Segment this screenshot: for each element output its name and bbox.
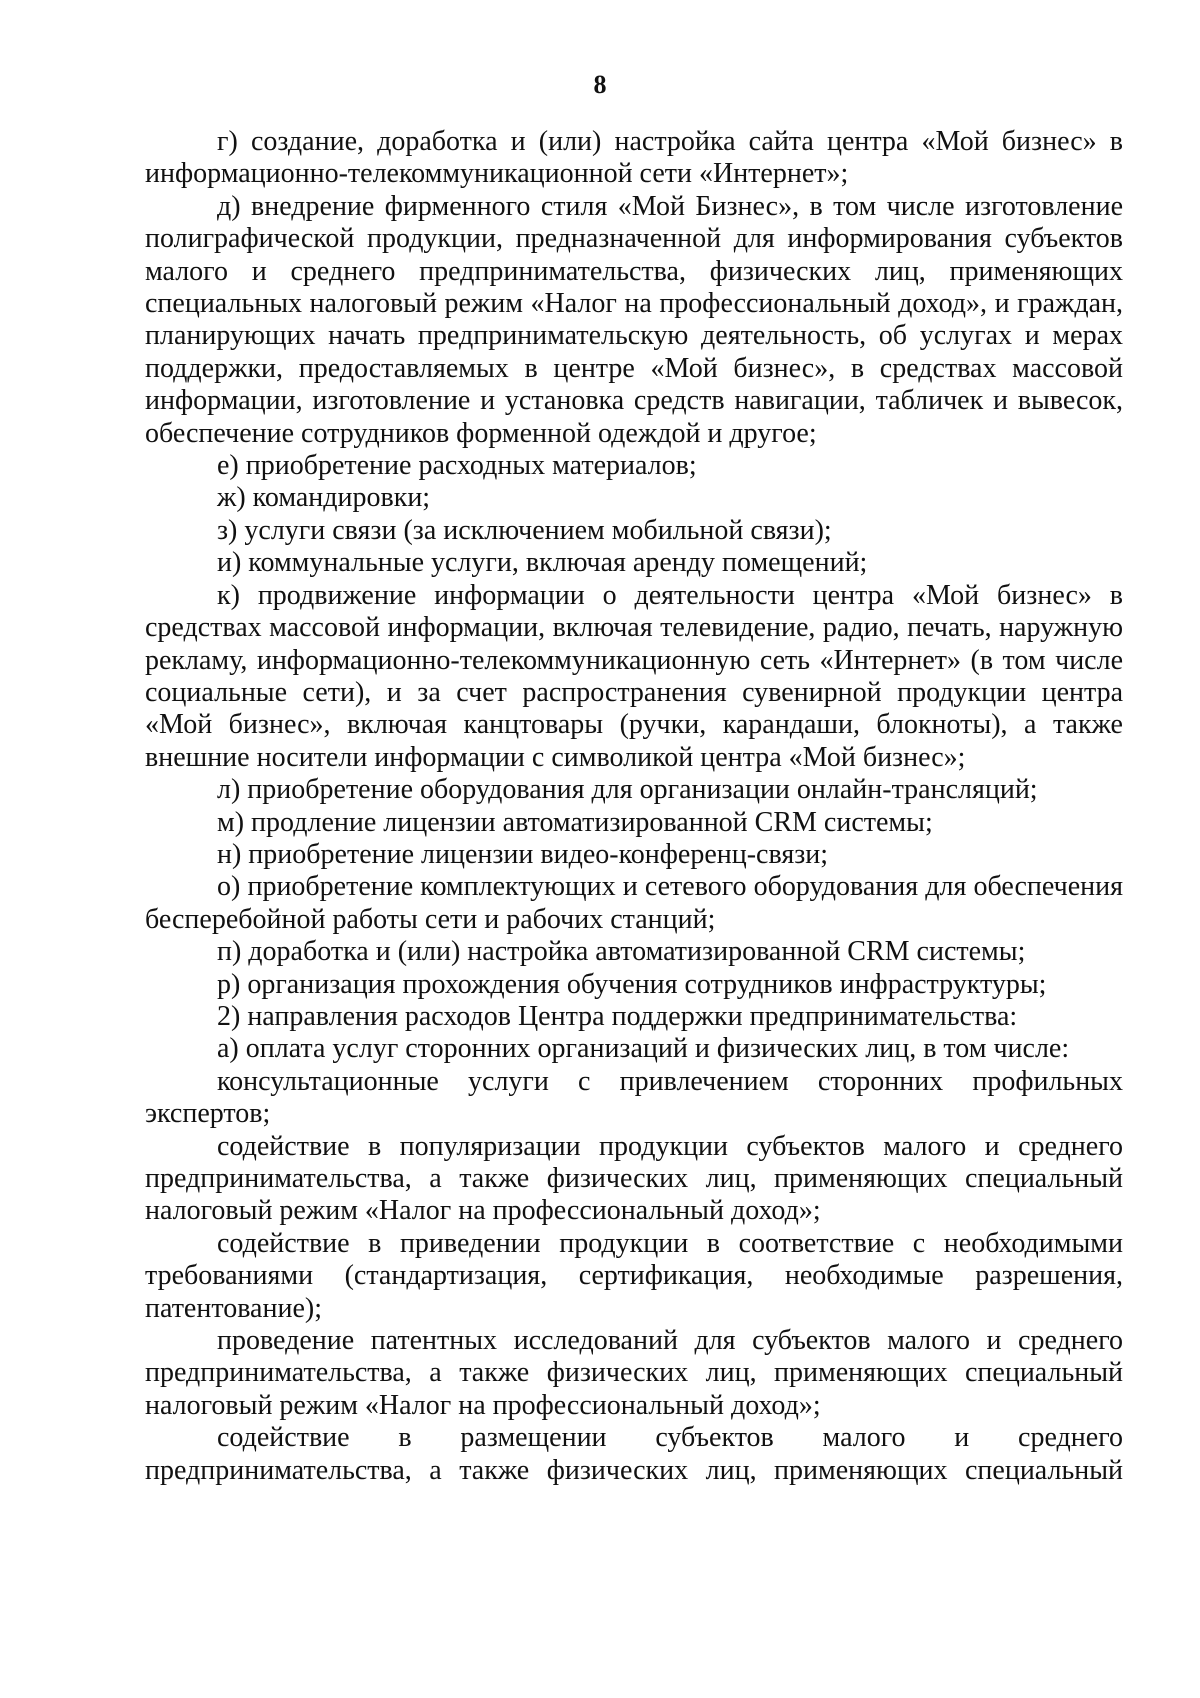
- paragraph-d: д) внедрение фирменного стиля «Мой Бизнес», в том числе изготовление полиграфической продукции, предназначенной для информирования субъектов малого и среднего предпринимательства, физических лиц, применяющих специальных налоговый режим «Налог на профессиональный доход», и граждан, планирующих начать предпринимательскую деятельность, об услугах и мерах поддержки, предоставляемых в центре «Мой бизнес», в средствах массовой информации, изготовление и установка средств навигации, табличек и вывесок, обеспечение сотрудников форменной одеждой и другое;: [145, 190, 1123, 449]
- paragraph-i: и) коммунальные услуги, включая аренду помещений;: [217, 547, 868, 579]
- paragraph-z: з) услуги связи (за исключением мобильной связи);: [217, 514, 832, 546]
- paragraph-placement: содействие в размещении субъектов малого и среднего предпринимательства, а также физических лиц, применяющих специальный: [145, 1422, 1123, 1486]
- paragraph-p: п) доработка и (или) настройка автоматизированной CRM системы;: [217, 936, 1026, 968]
- paragraph-popularization: содействие в популяризации продукции субъектов малого и среднего предпринимательства, а также физических лиц, применяющих специальный налоговый режим «Налог на профессиональный доход»;: [145, 1130, 1123, 1227]
- paragraph-compliance: содействие в приведении продукции в соответствие с необходимыми требованиями (стандартизация, сертификация, необходимые разрешения, патентование);: [145, 1227, 1123, 1324]
- paragraph-consulting: консультационные услуги с привлечением сторонних профильных экспертов;: [145, 1065, 1123, 1130]
- paragraph-e: е) приобретение расходных материалов;: [217, 450, 697, 482]
- paragraph-l: л) приобретение оборудования для организации онлайн-трансляций;: [217, 774, 1038, 806]
- paragraph-k: к) продвижение информации о деятельности центра «Мой бизнес» в средствах массовой информации, включая телевидение, радио, печать, наружную рекламу, информационно-телекоммуникационную сеть «Интернет» (в том числе социальные сети), и за счет распространения сувенирной продукции центра «Мой бизнес», включая канцтовары (ручки, карандаши, блокноты), а также внешние носители информации с символикой центра «Мой бизнес»;: [145, 579, 1123, 773]
- paragraph-o: о) приобретение комплектующих и сетевого оборудования для обеспечения бесперебойной работы сети и рабочих станций;: [145, 871, 1123, 935]
- paragraph-a: а) оплата услуг сторонних организаций и физических лиц, в том числе:: [217, 1033, 1070, 1065]
- paragraph-r: р) организация прохождения обучения сотрудников инфраструктуры;: [217, 968, 1047, 1000]
- paragraph-m: м) продление лицензии автоматизированной CRM системы;: [217, 806, 933, 838]
- paragraph-n: н) приобретение лицензии видео-конференц-связи;: [217, 838, 829, 870]
- paragraph-patent-research: проведение патентных исследований для субъектов малого и среднего предпринимательства, а также физических лиц, применяющих специальный налоговый режим «Налог на профессиональный доход»;: [145, 1325, 1123, 1421]
- paragraph-g: г) создание, доработка и (или) настройка сайта центра «Мой бизнес» в информационно-телекоммуникационной сети «Интернет»;: [145, 126, 1123, 190]
- document-body: [145, 126, 1123, 1487]
- paragraph-section-2: 2) направления расходов Центра поддержки предпринимательства:: [217, 1000, 1018, 1032]
- page-number: 8: [593, 70, 607, 99]
- paragraph-zh: ж) командировки;: [217, 482, 431, 514]
